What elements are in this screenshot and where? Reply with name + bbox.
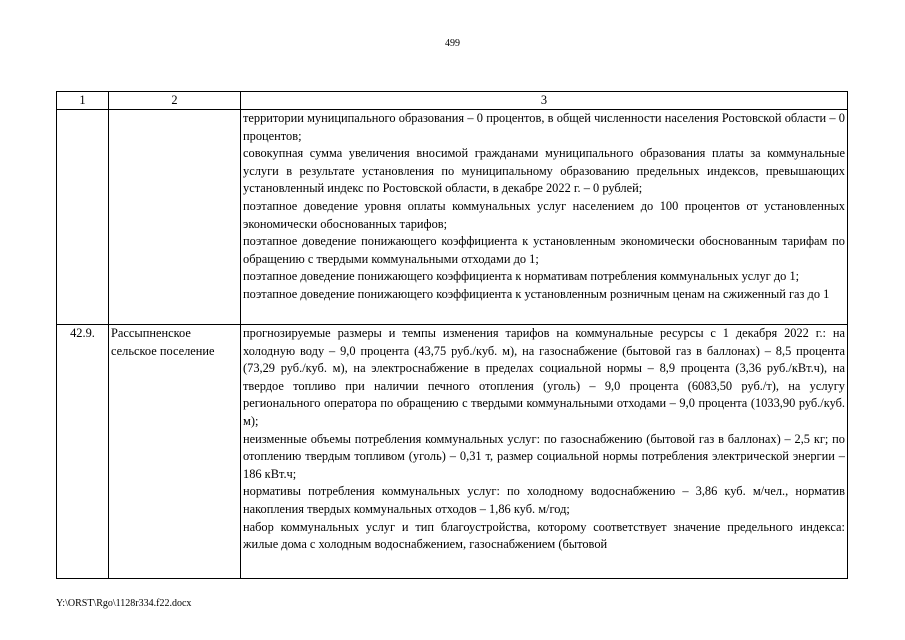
header-col-1: 1 <box>57 92 109 110</box>
table-header-row <box>57 92 848 110</box>
paragraph: неизменные объемы потребления коммунальных услуг: по газоснабжению (бытовой газ в баллонах) – 2,5 кг; по отоплению твердым топливом (уголь) – 0,31 т, размер социальной нормы потребления электрической энергии – 186 кВт.ч; <box>243 431 845 481</box>
paragraph: набор коммунальных услуг и тип благоустройства, которому соответствует значение предельного индекса: жилые дома с холодным водоснабжением, газоснабжением (бытовой <box>243 519 845 552</box>
paragraph: поэтапное доведение понижающего коэффициента к установленным розничным ценам на сжиженный газ до 1 <box>243 286 830 301</box>
municipality-name: Рассыпненское сельское поселение <box>109 325 241 579</box>
paragraph: поэтапное доведение уровня оплаты коммунальных услуг населением до 100 процентов от установленных экономически обоснованных тарифов; <box>243 198 845 231</box>
paragraph: поэтапное доведение понижающего коэффициента к установленным экономически обоснованным тарифам по обращению с твердыми коммунальными отходами до 1; <box>243 234 845 266</box>
row-number <box>57 110 109 325</box>
paragraph: нормативы потребления коммунальных услуг: по холодному водоснабжению – 3,86 куб. м/чел., норматив накопления твердых коммунальных отходов – 1,86 куб. м/год; <box>243 484 845 516</box>
file-path-footer: Y:\ORST\Rgo\1128r334.f22.docx <box>56 598 192 609</box>
row-content <box>241 325 848 579</box>
paragraph: территории муниципального образования – 0 процентов, в общей численности населения Ростовской области – 0 процентов; <box>243 111 845 143</box>
document-table <box>56 91 848 579</box>
page-number: 499 <box>445 38 460 49</box>
row-number: 42.9. <box>57 325 109 579</box>
header-col-2: 2 <box>109 92 241 110</box>
table-row-42-9 <box>57 325 848 579</box>
paragraph: прогнозируемые размеры и темпы изменения тарифов на коммунальные ресурсы с 1 декабря 2022 г.: на холодную воду – 9,0 процента (43,75 руб./куб. м), на газоснабжение (бытовой газ в баллонах) – 8,5 процента (73,29 руб./куб. м), на электроснабжение в пределах социальной нормы – 8,9 процента (3,36 руб./кВт.ч), на твердое топливо при наличии печного отопления (уголь) – 9,0 процента (6083,50 руб./т), на услугу регионального оператора по обращению с твердыми коммунальными отходами – 9,0 процента (1033,90 руб./куб. м); <box>243 326 845 429</box>
header-col-3: 3 <box>241 92 848 110</box>
table-row-continuation <box>57 110 848 325</box>
paragraph: совокупная сумма увеличения вносимой гражданами муниципального образования платы за коммунальные услуги в результате установления по муниципальному образованию предельных индексов, превышающих установленный индекс по Ростовской области, в декабре 2022 г. – 0 рублей; <box>243 146 845 196</box>
row-content <box>241 110 848 325</box>
municipality-name <box>109 110 241 325</box>
paragraph: поэтапное доведение понижающего коэффициента к нормативам потребления коммунальных услуг до 1; <box>243 269 800 284</box>
